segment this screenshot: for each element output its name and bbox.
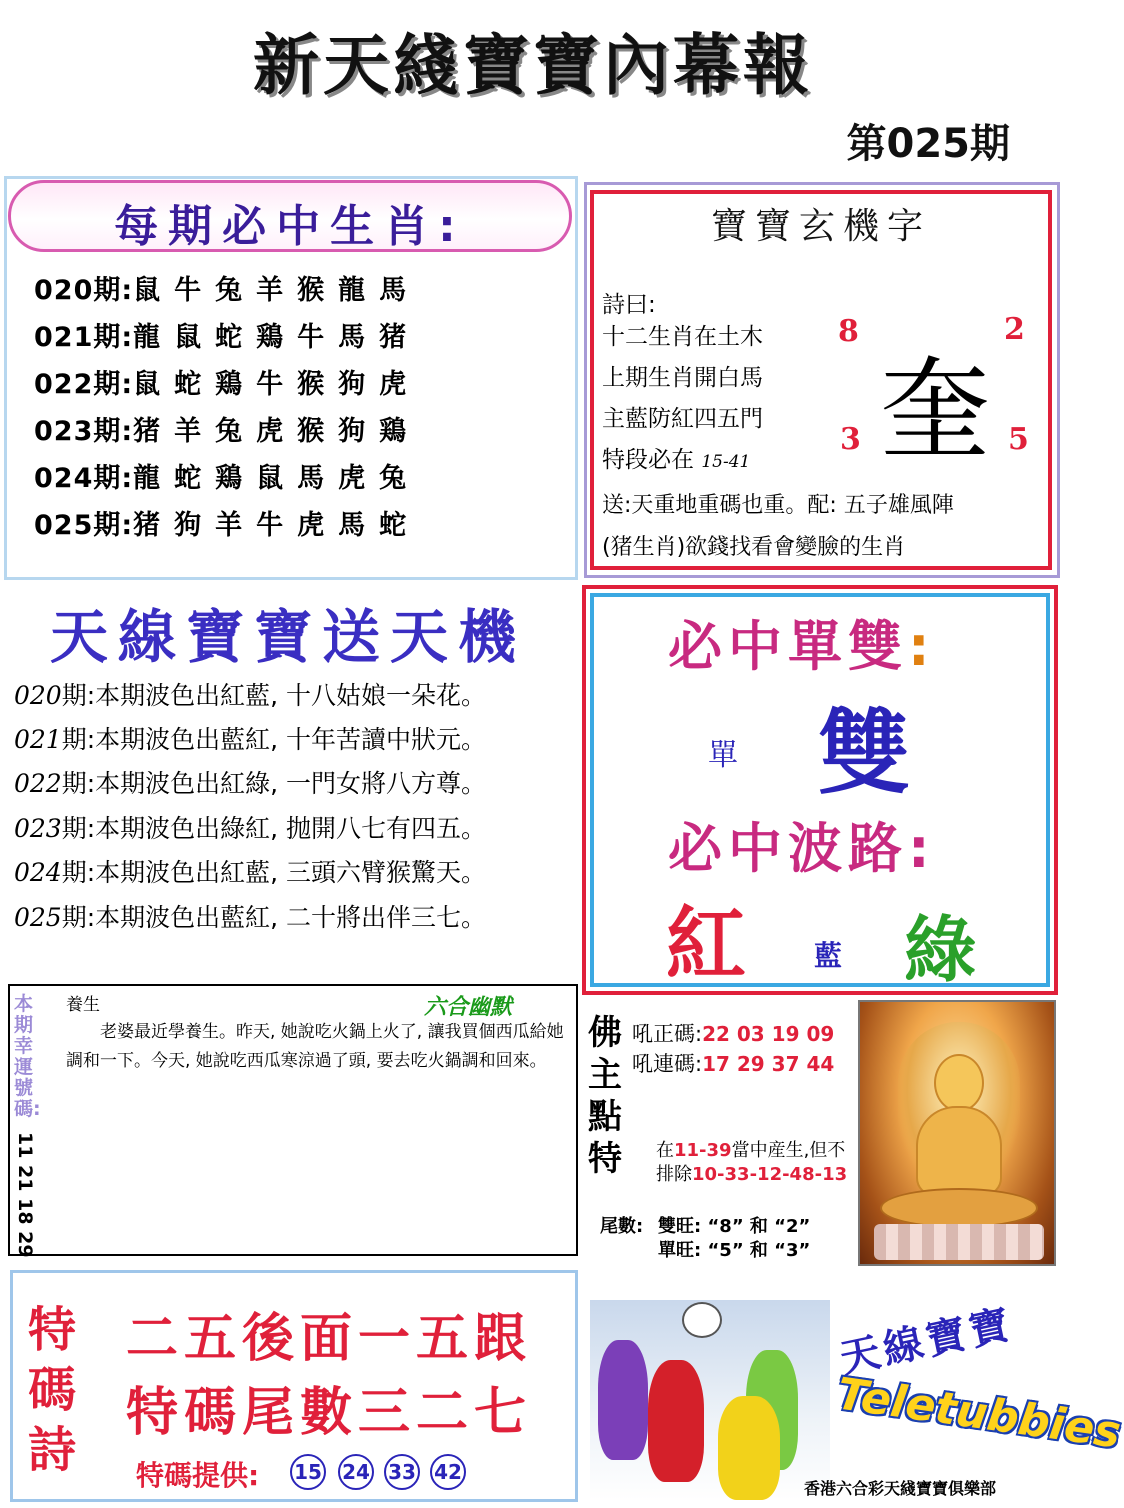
special-poem-line: 特碼尾數三二七 (126, 1383, 533, 1443)
zodiac-row: 021期:龍鼠蛇鶏牛馬猪 (34, 322, 421, 353)
newspaper-title: 新天綫寶寶內幕報 (253, 27, 813, 104)
club-name: 香港六合彩天綫寶寶俱樂部 (804, 1479, 997, 1498)
humor-label: 六合幽默 (424, 995, 513, 1020)
teletubbies-image (590, 1300, 830, 1500)
number-ball: 24 (338, 1454, 374, 1490)
zodiac-row: 023期:猪羊兔虎猴狗鶏 (34, 416, 421, 447)
issue-number: 第025期 (846, 121, 1010, 167)
even-tail: 雙旺: “8” 和 “2” (658, 1216, 811, 1237)
zodiac-title: 每期必中生肖: (114, 201, 466, 252)
poem-title: 寶寶玄機字 (710, 206, 931, 247)
special-poem-line: 二五後面一五跟 (126, 1309, 533, 1369)
story-heading: 養生 (66, 995, 100, 1015)
corner-number: 3 (840, 422, 861, 457)
brand-name-en: Teletubbies (833, 1368, 1124, 1459)
range-line: 在11-39當中産生,但不 (656, 1140, 846, 1161)
poem-intro: 詩曰: (602, 292, 656, 318)
tip-row: 024期:本期波色出紅藍, 三頭六臂猴驚天。 (14, 858, 487, 887)
lucky-numbers: 11 21 18 29 (14, 1132, 36, 1258)
zodiac-row: 020期:鼠牛兔羊猴龍馬 (34, 275, 421, 306)
odd-tail: 單旺: “5” 和 “3” (658, 1240, 811, 1261)
number-ball: 33 (384, 1454, 420, 1490)
zodiac-row: 025期:猪狗羊牛虎馬蛇 (34, 510, 421, 541)
tips-title: 天線寶寶送天機 (50, 603, 527, 671)
main-numbers: 吼正碼:22 03 19 09 (632, 1022, 835, 1046)
tail-label: 尾數: (600, 1216, 644, 1237)
tip-row: 023期:本期波色出綠紅, 抛開八七有四五。 (14, 814, 487, 843)
zodiac-row: 024期:龍蛇鶏鼠馬虎兔 (34, 463, 421, 494)
poem-line: 十二生肖在土木 (602, 324, 763, 350)
poem-gift: 送:天重地重碼也重。配: 五子雄風陣 (602, 493, 954, 518)
special-provide-label: 特碼提供: (136, 1459, 260, 1492)
poem-line-range: 特段必在 15-41 (602, 447, 751, 473)
zodiac-row: 022期:鼠蛇鶏牛猴狗虎 (34, 369, 421, 400)
buddha-image (858, 1000, 1056, 1266)
corner-number: 2 (1004, 312, 1025, 347)
number-ball: 42 (430, 1454, 466, 1490)
odd-pick: 單 (708, 738, 738, 773)
special-label: 特碼詩 (28, 1302, 77, 1478)
even-pick: 雙 (818, 700, 911, 807)
tip-row: 020期:本期波色出紅藍, 十八姑娘一朵花。 (14, 681, 487, 710)
red-wave-pick: 紅 (666, 898, 746, 991)
tip-row: 022期:本期波色出紅綠, 一門女將八方尊。 (14, 769, 487, 798)
blue-wave-pick: 藍 (814, 939, 843, 972)
number-ball: 15 (290, 1454, 326, 1490)
wave-label: 必中波路: (668, 817, 936, 880)
lucky-numbers-label: 本期幸運號碼: (14, 993, 41, 1120)
poem-line: 主藍防紅四五門 (602, 406, 763, 432)
oddeven-label: 必中單雙: (668, 615, 936, 678)
brand-name-cn: 天線寶寶 (835, 1301, 1018, 1383)
exclude-line: 排除10-33-12-48-13 (656, 1164, 848, 1185)
story-body: 老婆最近學養生。昨天, 她說吃火鍋上火了, 讓我買個西瓜給她調和一下。今天, 她說吃西瓜寒涼過了頭, 要去吃火鍋調和回來。 (66, 1022, 564, 1071)
buddha-label: 佛主點特 (588, 1013, 622, 1179)
link-numbers: 吼連碼:17 29 37 44 (632, 1052, 835, 1076)
corner-number: 8 (838, 314, 859, 349)
green-wave-pick: 綠 (904, 908, 977, 992)
riddle-character: 奎 (880, 346, 990, 474)
poem-line: 上期生肖開白馬 (602, 365, 763, 391)
corner-number: 5 (1008, 422, 1029, 457)
tip-row: 025期:本期波色出藍紅, 二十將出伴三七。 (14, 903, 487, 932)
tip-row: 021期:本期波色出藍紅, 十年苦讀中狀元。 (14, 725, 487, 754)
poem-hint: (猪生肖)欲錢找看會變臉的生肖 (602, 535, 906, 560)
